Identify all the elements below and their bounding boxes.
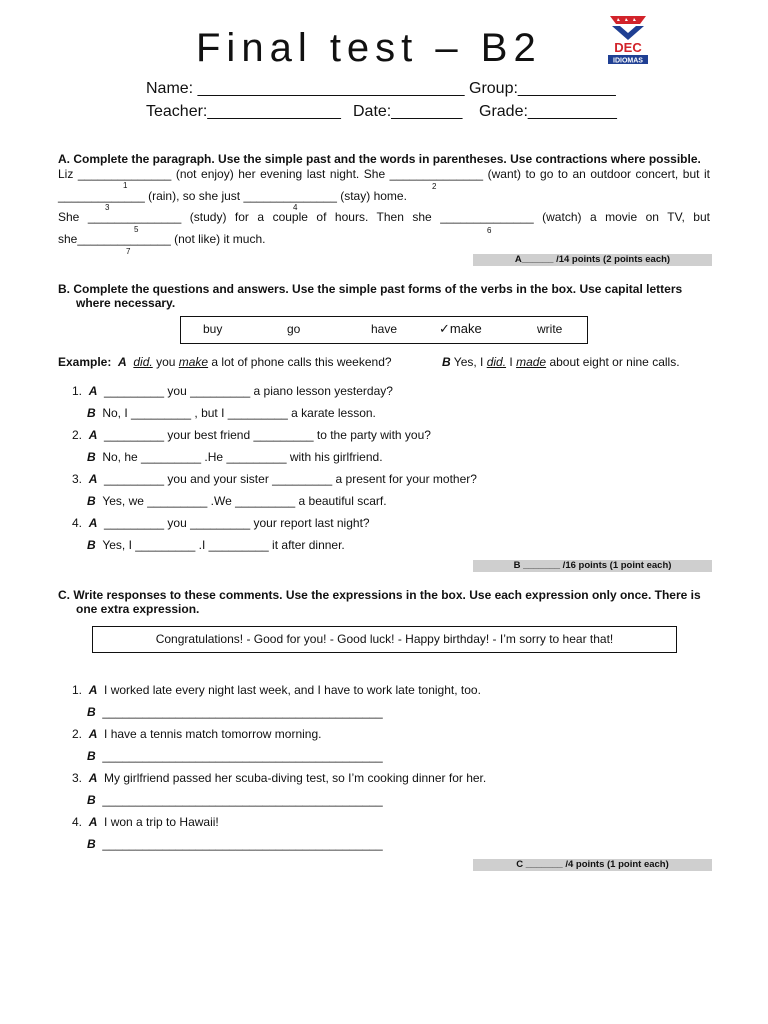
verb-have: have bbox=[371, 322, 398, 336]
date-field[interactable]: Date:________ bbox=[353, 103, 463, 120]
item-number: 2. bbox=[72, 727, 83, 741]
item-number: 1. bbox=[72, 384, 83, 398]
c-item-3-b[interactable] bbox=[87, 793, 383, 807]
b-item-1-a[interactable] bbox=[72, 384, 393, 398]
comment-text: I worked late every night last week, and I have to work late tonight, too. bbox=[104, 683, 481, 697]
blank-number-3: 3 bbox=[105, 203, 110, 212]
b-label: B bbox=[87, 793, 96, 807]
example-answer-rest: about eight or nine calls. bbox=[546, 355, 680, 369]
b-item-2-b[interactable] bbox=[87, 450, 383, 464]
item-number: 4. bbox=[72, 516, 83, 530]
comment-text: I won a trip to Hawaii! bbox=[104, 815, 219, 829]
blank-number-2: 2 bbox=[432, 182, 437, 191]
example-a-label: A bbox=[118, 355, 127, 369]
b-label: B bbox=[87, 406, 96, 420]
blank-number-4: 4 bbox=[293, 203, 298, 212]
response-line[interactable]: __________________________________________ bbox=[102, 749, 383, 763]
answer-text: No, he _________ .He _________ with his girlfriend. bbox=[102, 450, 383, 464]
b-label: B bbox=[87, 837, 96, 851]
b-label: B bbox=[87, 450, 96, 464]
a-label: A bbox=[88, 384, 98, 398]
section-b-instruction-2: where necessary. bbox=[76, 296, 176, 310]
b-label: B bbox=[87, 705, 96, 719]
section-a-line-2: _____________ (rain), so she just ______________ (stay) home. bbox=[58, 189, 407, 203]
blank-number-7: 7 bbox=[126, 247, 131, 256]
response-line[interactable]: __________________________________________ bbox=[102, 837, 383, 851]
c-item-4-b[interactable] bbox=[87, 837, 383, 851]
b-item-4-a[interactable] bbox=[72, 516, 370, 530]
c-item-3-a bbox=[72, 771, 486, 785]
b-item-1-b[interactable] bbox=[87, 406, 376, 420]
response-line[interactable]: __________________________________________ bbox=[102, 793, 383, 807]
section-a-instruction: A. Complete the paragraph. Use the simple past and the words in parentheses. Use contractions where possible. bbox=[58, 152, 701, 166]
example-answer bbox=[442, 355, 680, 369]
section-b-score[interactable]: B _______ /16 points (1 point each) bbox=[473, 560, 712, 572]
expression-list: Congratulations! - Good for you! - Good luck! - Happy birthday! - I’m sorry to hear that! bbox=[155, 632, 614, 646]
a-label: A bbox=[88, 815, 98, 829]
section-b-instruction: B. Complete the questions and answers. Use the simple past forms of the verbs in the box. Use capital letters bbox=[58, 282, 683, 296]
verb-buy: buy bbox=[203, 322, 223, 336]
section-a-line-4: she______________ (not like) it much. bbox=[58, 232, 266, 246]
section-a-line-3 bbox=[58, 210, 710, 224]
a-label: A bbox=[88, 516, 98, 530]
c-item-2-b[interactable] bbox=[87, 749, 383, 763]
b-item-3-a[interactable] bbox=[72, 472, 477, 486]
dec-logo-mark bbox=[606, 14, 650, 66]
question-text: _________ you and your sister _________ a present for your mother? bbox=[104, 472, 477, 486]
c-item-2-a bbox=[72, 727, 321, 741]
b-label: B bbox=[87, 494, 96, 508]
example-label: Example: bbox=[58, 355, 112, 369]
teacher-field[interactable]: Teacher:_______________ bbox=[146, 103, 341, 120]
example-you: you bbox=[152, 355, 179, 369]
blank-number-6: 6 bbox=[487, 226, 492, 235]
example-i: I bbox=[506, 355, 517, 369]
verb-go: go bbox=[287, 322, 301, 336]
section-a-line-3-text: She ______________ (study) for a couple of hours. Then she ______________ (watch) a movie on TV, but bbox=[58, 210, 710, 224]
a-label: A bbox=[88, 683, 98, 697]
example-did: did. bbox=[133, 355, 153, 369]
example-question-rest: a lot of phone calls this weekend? bbox=[208, 355, 392, 369]
response-line[interactable]: __________________________________________ bbox=[102, 705, 383, 719]
answer-text: Yes, we _________ .We _________ a beautiful scarf. bbox=[102, 494, 387, 508]
logo-subtext: IDIOMAS bbox=[613, 57, 643, 65]
verb-make-checked: ✓make bbox=[439, 321, 482, 336]
a-label: A bbox=[88, 472, 98, 486]
question-text: _________ your best friend _________ to the party with you? bbox=[104, 428, 431, 442]
b-label: B bbox=[87, 749, 96, 763]
section-a-score[interactable]: A______ /14 points (2 points each) bbox=[473, 254, 712, 266]
b-label: B bbox=[87, 538, 96, 552]
answer-text: No, I _________ , but I _________ a karate lesson. bbox=[102, 406, 376, 420]
b-item-4-b[interactable] bbox=[87, 538, 345, 552]
answer-text: Yes, I _________ .I _________ it after dinner. bbox=[102, 538, 345, 552]
blank-number-1: 1 bbox=[123, 181, 128, 190]
blank-number-5: 5 bbox=[134, 225, 139, 234]
dec-logo bbox=[606, 14, 650, 66]
example-yes: Yes, I bbox=[450, 355, 487, 369]
section-a-line-1-text: Liz ______________ (not enjoy) her evening last night. She ______________ (want) to go to an outdoor concert, but it bbox=[58, 167, 710, 181]
example-did-answer: did. bbox=[486, 355, 507, 369]
c-item-1-a bbox=[72, 683, 481, 697]
verb-box bbox=[180, 316, 588, 344]
grade-field[interactable]: Grade:__________ bbox=[479, 103, 617, 120]
expression-box bbox=[92, 626, 677, 653]
c-item-1-b[interactable] bbox=[87, 705, 383, 719]
comment-text: My girlfriend passed her scuba-diving test, so I’m cooking dinner for her. bbox=[104, 771, 487, 785]
example-line bbox=[58, 355, 392, 369]
example-made: made bbox=[516, 355, 547, 369]
name-field[interactable]: Name: ______________________________ bbox=[146, 80, 465, 97]
b-item-2-a[interactable] bbox=[72, 428, 431, 442]
question-text: _________ you _________ a piano lesson yesterday? bbox=[104, 384, 393, 398]
section-c-instruction-2: one extra expression. bbox=[76, 602, 200, 616]
item-number: 1. bbox=[72, 683, 83, 697]
question-text: _________ you _________ your report last night? bbox=[104, 516, 370, 530]
example-b-label: B bbox=[442, 355, 451, 369]
section-c-score[interactable]: C _______ /4 points (1 point each) bbox=[473, 859, 712, 871]
item-number: 3. bbox=[72, 472, 83, 486]
b-item-3-b[interactable] bbox=[87, 494, 387, 508]
item-number: 4. bbox=[72, 815, 83, 829]
logo-text: DEC bbox=[614, 40, 642, 55]
verb-write: write bbox=[537, 322, 563, 336]
page-title: Final test – B2 bbox=[196, 26, 542, 70]
section-c-instruction: C. Write responses to these comments. Use the expressions in the box. Use each expression only once. There is bbox=[58, 588, 701, 602]
item-number: 3. bbox=[72, 771, 83, 785]
item-number: 2. bbox=[72, 428, 83, 442]
section-a-line-1 bbox=[58, 167, 710, 181]
comment-text: I have a tennis match tomorrow morning. bbox=[104, 727, 322, 741]
a-label: A bbox=[88, 428, 98, 442]
c-item-4-a bbox=[72, 815, 219, 829]
a-label: A bbox=[88, 727, 98, 741]
a-label: A bbox=[88, 771, 98, 785]
example-make: make bbox=[178, 355, 209, 369]
group-field[interactable]: Group:___________ bbox=[469, 80, 616, 97]
